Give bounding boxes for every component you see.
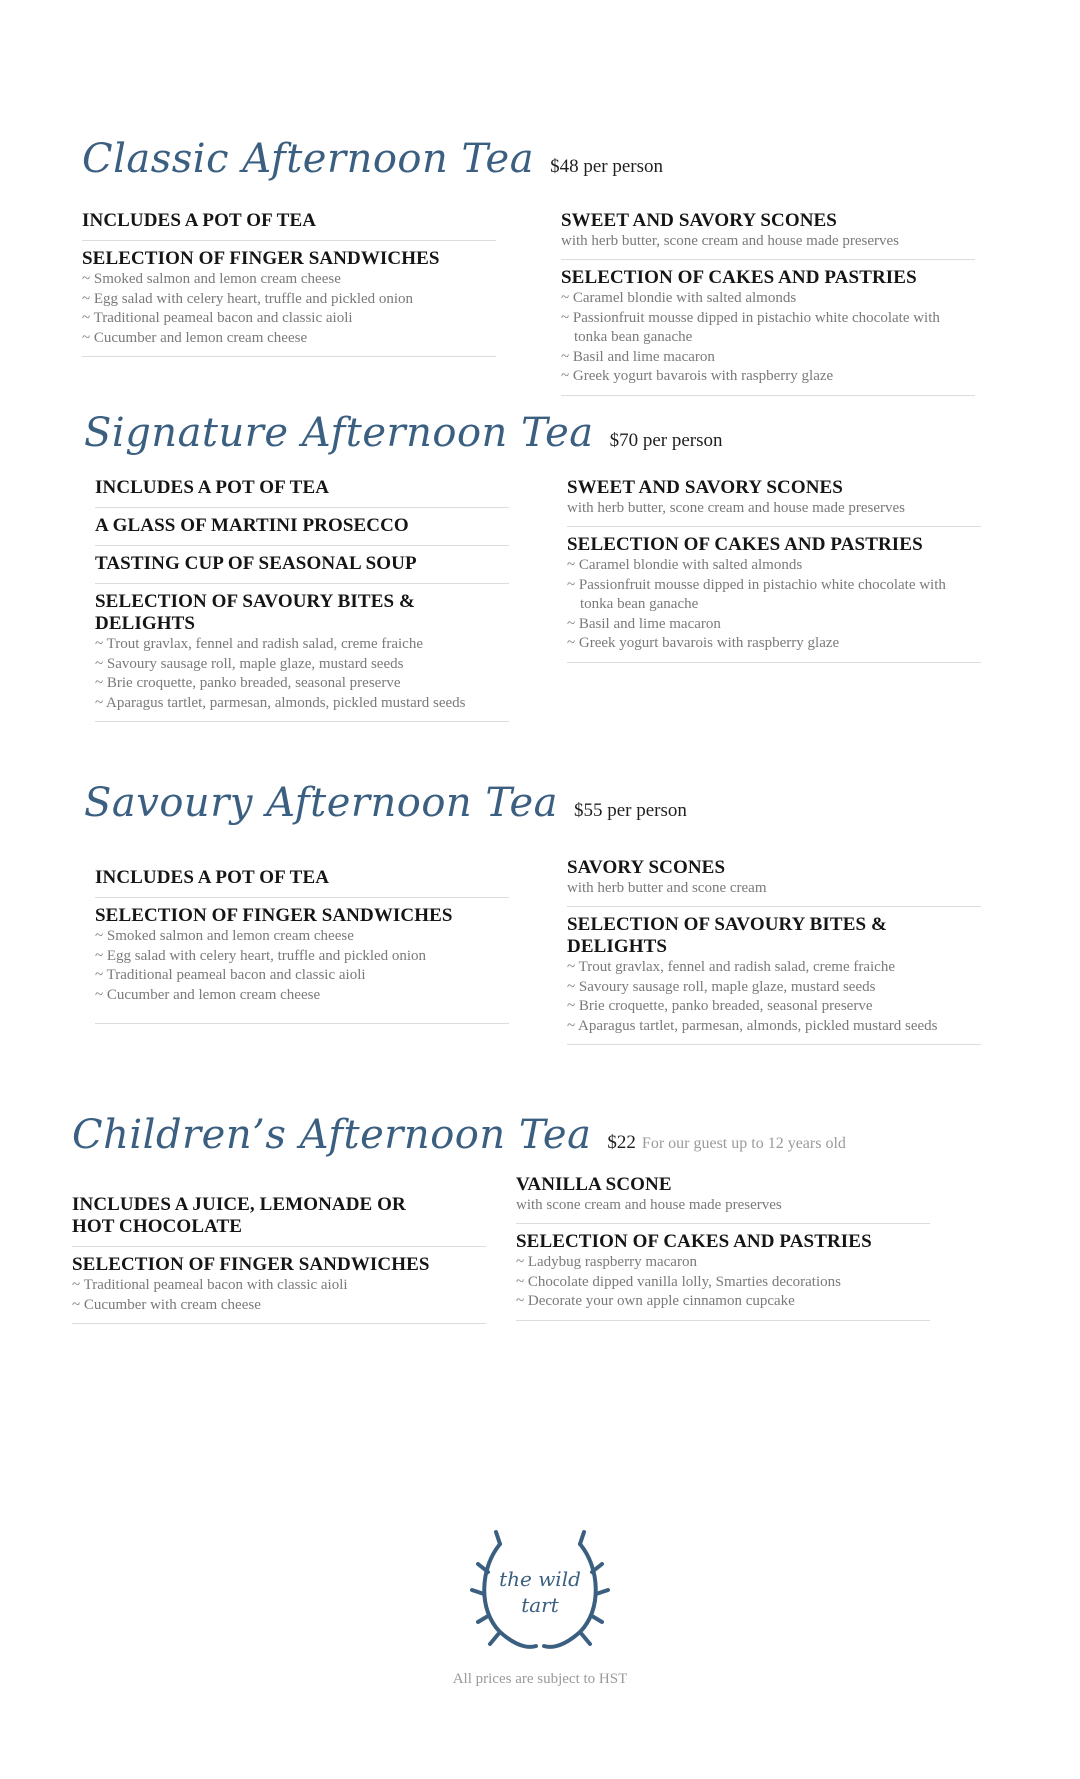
item-heading: SWEET AND SAVORY SCONES	[561, 210, 837, 231]
section-title-row	[82, 136, 663, 182]
menu-section-signature	[84, 410, 723, 456]
item-line: ~ Passionfruit mousse dipped in pistachio white chocolate with tonka bean ganache	[561, 309, 940, 345]
menu-item	[95, 867, 509, 898]
menu-item	[516, 1174, 930, 1224]
item-heading: INCLUDES A POT OF TEA	[82, 210, 317, 231]
item-line: ~ Basil and lime macaron	[567, 615, 721, 632]
item-heading: SELECTION OF CAKES AND PASTRIES	[516, 1231, 872, 1252]
item-line: ~ Chocolate dipped vanilla lolly, Smarties decorations	[516, 1273, 841, 1290]
menu-item	[516, 1224, 930, 1321]
antler-wreath-logo-icon	[470, 1520, 610, 1660]
menu-item	[95, 898, 509, 1024]
menu-item	[567, 527, 981, 663]
item-line: ~ Greek yogurt bavarois with raspberry glaze	[561, 368, 834, 384]
item-line: ~ Trout gravlax, fennel and radish salad, creme fraiche	[95, 636, 424, 652]
menu-item	[567, 477, 981, 527]
item-heading: A GLASS OF MARTINI PROSECCO	[95, 515, 409, 536]
item-heading: SELECTION OF SAVOURY BITES & DELIGHTS	[95, 591, 415, 634]
right-column	[516, 1174, 930, 1321]
svg-text:the wild: the wild	[499, 1567, 581, 1591]
svg-text:tart: tart	[521, 1593, 559, 1617]
item-heading: SELECTION OF SAVOURY BITES & DELIGHTS	[567, 914, 887, 957]
right-column	[567, 477, 981, 663]
section-title: Classic Afternoon Tea	[82, 136, 535, 182]
footer-note: All prices are subject to HST	[452, 1671, 628, 1687]
item-line: ~ Cucumber with cream cheese	[72, 1296, 261, 1313]
menu-item	[561, 260, 975, 396]
menu-item	[95, 546, 509, 584]
menu-section-classic	[82, 136, 663, 182]
menu-item	[95, 508, 509, 546]
item-subtitle: with scone cream and house made preserves	[516, 1197, 782, 1213]
left-column	[72, 1194, 486, 1324]
section-price: $55 per person	[573, 800, 687, 821]
item-line: ~ Greek yogurt bavarois with raspberry glaze	[567, 635, 840, 651]
item-heading: TASTING CUP OF SEASONAL SOUP	[95, 553, 417, 574]
menu-item	[561, 210, 975, 260]
item-line: ~ Basil and lime macaron	[561, 348, 715, 365]
menu-item	[82, 210, 496, 241]
section-price-note: For our guest up to 12 years old	[641, 1135, 846, 1152]
menu-section-childrens	[72, 1112, 846, 1158]
item-line: ~ Caramel blondie with salted almonds	[567, 557, 803, 573]
menu-item	[72, 1194, 486, 1247]
section-price: $70 per person	[609, 430, 723, 451]
item-heading: VANILLA SCONE	[516, 1174, 672, 1195]
menu-item	[567, 857, 981, 907]
menu-item	[82, 241, 496, 357]
item-subtitle: with herb butter and scone cream	[567, 880, 767, 896]
item-line: ~ Decorate your own apple cinnamon cupcake	[516, 1293, 795, 1309]
menu-section-savoury	[84, 780, 687, 826]
item-line: ~ Aparagus tartlet, parmesan, almonds, pickled mustard seeds	[567, 1017, 938, 1034]
item-heading: INCLUDES A POT OF TEA	[95, 477, 330, 498]
item-line: ~ Trout gravlax, fennel and radish salad, creme fraiche	[567, 959, 896, 975]
item-heading: SELECTION OF FINGER SANDWICHES	[72, 1254, 430, 1275]
item-line: ~ Aparagus tartlet, parmesan, almonds, pickled mustard seeds	[95, 694, 466, 711]
section-price: $48 per person	[550, 156, 663, 177]
right-column	[561, 210, 975, 396]
item-heading: SELECTION OF FINGER SANDWICHES	[95, 905, 453, 926]
item-subtitle: with herb butter, scone cream and house made preserves	[567, 500, 906, 516]
item-heading: SAVORY SCONES	[567, 857, 726, 878]
section-title: Signature Afternoon Tea	[84, 410, 594, 456]
item-line: ~ Cucumber and lemon cream cheese	[95, 986, 321, 1003]
left-column	[95, 477, 509, 722]
section-title: Savoury Afternoon Tea	[84, 780, 558, 826]
item-line: ~ Traditional peameal bacon and classic aioli	[95, 967, 366, 983]
item-heading: SWEET AND SAVORY SCONES	[567, 477, 843, 498]
item-line: ~ Savoury sausage roll, maple glaze, mustard seeds	[95, 655, 404, 672]
item-line: ~ Brie croquette, panko breaded, seasonal preserve	[95, 675, 401, 691]
item-heading: SELECTION OF CAKES AND PASTRIES	[567, 534, 923, 555]
section-title-row	[84, 410, 723, 456]
menu-item	[72, 1247, 486, 1324]
left-column	[82, 210, 496, 357]
item-line: ~ Savoury sausage roll, maple glaze, mustard seeds	[567, 978, 876, 995]
menu-item	[95, 477, 509, 508]
item-line: ~ Caramel blondie with salted almonds	[561, 290, 797, 306]
item-line: ~ Ladybug raspberry macaron	[516, 1254, 697, 1270]
left-column	[95, 867, 509, 1024]
menu-item	[567, 907, 981, 1045]
item-line: ~ Cucumber and lemon cream cheese	[82, 329, 308, 346]
item-heading: SELECTION OF CAKES AND PASTRIES	[561, 267, 917, 288]
item-line: ~ Smoked salmon and lemon cream cheese	[82, 271, 341, 287]
item-line: ~ Traditional peameal bacon with classic aioli	[72, 1277, 348, 1293]
section-title: Children’s Afternoon Tea	[72, 1112, 592, 1158]
menu-item	[95, 584, 509, 722]
section-price: $22	[607, 1132, 636, 1153]
item-subtitle: with herb butter, scone cream and house made preserves	[561, 233, 900, 249]
right-column	[567, 857, 981, 1045]
item-line: ~ Passionfruit mousse dipped in pistachio white chocolate with tonka bean ganache	[567, 576, 946, 612]
item-line: ~ Traditional peameal bacon and classic aioli	[82, 310, 353, 326]
item-heading: SELECTION OF FINGER SANDWICHES	[82, 248, 440, 269]
brand-logo	[0, 1520, 1080, 1660]
item-heading: INCLUDES A POT OF TEA	[95, 867, 330, 888]
item-heading: INCLUDES A JUICE, LEMONADE OR HOT CHOCOLATE	[72, 1194, 406, 1237]
item-line: ~ Smoked salmon and lemon cream cheese	[95, 928, 354, 944]
item-line: ~ Egg salad with celery heart, truffle and pickled onion	[82, 290, 414, 307]
item-line: ~ Egg salad with celery heart, truffle and pickled onion	[95, 947, 427, 964]
item-line: ~ Brie croquette, panko breaded, seasonal preserve	[567, 998, 873, 1014]
section-title-row	[72, 1112, 846, 1158]
section-title-row	[84, 780, 687, 826]
